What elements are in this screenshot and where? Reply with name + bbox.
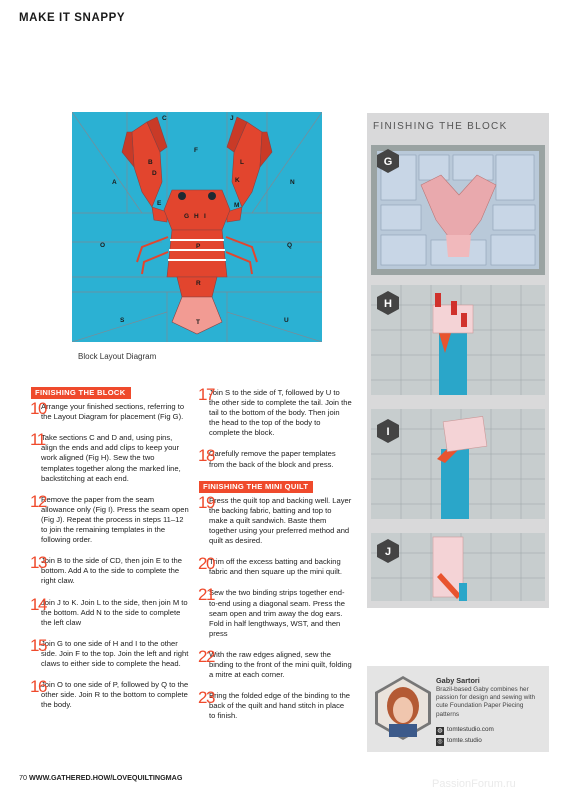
step-21: 21 Sew the two binding strips together end-to-end using a diagonal seam. Press the seam open and trim away the dog ears. Fold in half lengthways, WST, and then press xyxy=(198,585,345,638)
author-box xyxy=(367,666,549,752)
label-S: S xyxy=(120,317,125,324)
label-M: M xyxy=(234,202,240,209)
step-19: 19 Press the quilt top and backing well. Layer the backing fabric, batting and top to make a quilt sandwich. Baste them together using your preferred method and quilt as desired. xyxy=(198,492,352,546)
author-website-link[interactable]: ◍ tomtestudio.com xyxy=(437,726,494,734)
label-P: P xyxy=(196,243,201,250)
author-bio: Brazil-based Gaby combines her passion for design and sewing with cute Foundation Paper Piecing patterns xyxy=(436,686,536,718)
step-17: 17 Join S to the side of T, followed by U to the other side to complete the tail. Join the tail to the bottom of the body. Then join the head to the top of the body to complete the block. xyxy=(198,385,352,438)
label-K: K xyxy=(235,177,240,184)
figure-j-photo xyxy=(371,533,545,601)
finishing-block-panel xyxy=(367,113,549,608)
label-N: N xyxy=(290,179,295,186)
label-J: J xyxy=(230,115,234,122)
lobster-head xyxy=(164,190,230,230)
step-13: 13 Join B to the side of CD, then join E to the bottom. Add A to the side to complete the right claw. xyxy=(30,553,182,586)
label-C: C xyxy=(162,115,167,122)
label-B: B xyxy=(148,159,153,166)
step-12: 12 Remove the paper from the seam allowance only (Fig I). Press the seam open (Fig J). Repeat the process in steps 11–12 to join the remaining templates in the following order. xyxy=(30,491,189,545)
step-22: 22 With the raw edges aligned, sew the binding to the front of the mini quilt, folding a mitre at each corner. xyxy=(198,646,352,680)
label-O: O xyxy=(100,242,106,249)
figure-g-photo xyxy=(371,145,545,275)
figure-h-photo xyxy=(371,285,545,395)
fig-i-hex-label xyxy=(377,419,399,443)
step-10: 10 Arrange your finished sections, referring to the Layout Diagram for placement (Fig G). xyxy=(30,399,185,422)
watermark: PassionForum.ru xyxy=(432,778,516,790)
block-layout-diagram xyxy=(72,112,322,342)
step-23: 23 Bring the folded edge of the binding to the back of the quilt and hand stitch in place to finish. xyxy=(198,688,351,721)
author-name: Gaby Sartori xyxy=(436,676,480,685)
step-15: 15 Join G to one side of H and I to the other side. Join F to the top. Join the left and right claws to either side to complete the head. xyxy=(30,635,189,668)
fig-j-hex-label xyxy=(377,539,399,563)
page-number: 70 xyxy=(19,773,27,782)
steps-column-right xyxy=(198,385,352,732)
label-A: A xyxy=(112,179,117,186)
globe-icon: ◍ xyxy=(437,728,443,734)
section-heading-finishing-mini-quilt: FINISHING THE MINI QUILT xyxy=(199,481,313,493)
page-header: MAKE IT SNAPPY xyxy=(19,12,126,24)
label-L: L xyxy=(240,159,244,166)
step-11: 11 Take sections C and D and, using pins, align the ends and add clips to keep your work aligned (Fig H). Sew the two templates together along the marked line, backstitching at each end. xyxy=(30,430,181,483)
author-avatar xyxy=(375,676,431,740)
svg-text:J: J xyxy=(384,546,392,558)
svg-text:H: H xyxy=(384,298,392,310)
label-T: T xyxy=(196,319,200,326)
svg-text:I: I xyxy=(386,426,390,438)
label-Q: Q xyxy=(287,242,293,249)
label-F: F xyxy=(194,147,198,154)
diagram-caption: Block Layout Diagram xyxy=(78,352,157,361)
label-H: H xyxy=(194,213,199,220)
label-D: D xyxy=(152,170,157,177)
step-20: 20 Trim off the excess batting and backing fabric and then square up the mini quilt. xyxy=(198,554,342,577)
step-14: 14 Join J to K. Join L to the side, then join M to the bottom. Add N to the side to complete the left claw xyxy=(30,594,188,627)
instagram-icon: ◎ xyxy=(437,739,443,745)
label-R: R xyxy=(196,280,201,287)
footer-url[interactable]: WWW.GATHERED.HOW/LOVEQUILTINGMAG xyxy=(29,773,183,782)
steps-column-left xyxy=(31,387,189,721)
figure-i-photo xyxy=(371,409,545,519)
fig-g-hex-label xyxy=(377,149,399,173)
lobster-diagram-svg xyxy=(72,112,322,342)
label-G: G xyxy=(184,213,190,220)
step-18: 18 Carefully remove the paper templates from the back of the block and press. xyxy=(198,446,336,469)
section-heading-finishing-block: FINISHING THE BLOCK xyxy=(31,387,131,399)
svg-text:G: G xyxy=(383,156,393,168)
label-I: I xyxy=(204,213,206,220)
page-footer xyxy=(19,773,182,782)
panel-title: FINISHING THE BLOCK xyxy=(373,121,508,132)
step-16: 16 Join O to one side of P, followed by Q to the other side. Join R to the bottom to complete the body. xyxy=(30,677,189,710)
label-U: U xyxy=(284,317,289,324)
right-eye xyxy=(208,192,216,200)
left-eye xyxy=(178,192,186,200)
author-instagram-link[interactable]: ◎ tomte.studio xyxy=(437,737,482,745)
fig-h-hex-label xyxy=(377,291,399,315)
label-E: E xyxy=(157,200,162,207)
